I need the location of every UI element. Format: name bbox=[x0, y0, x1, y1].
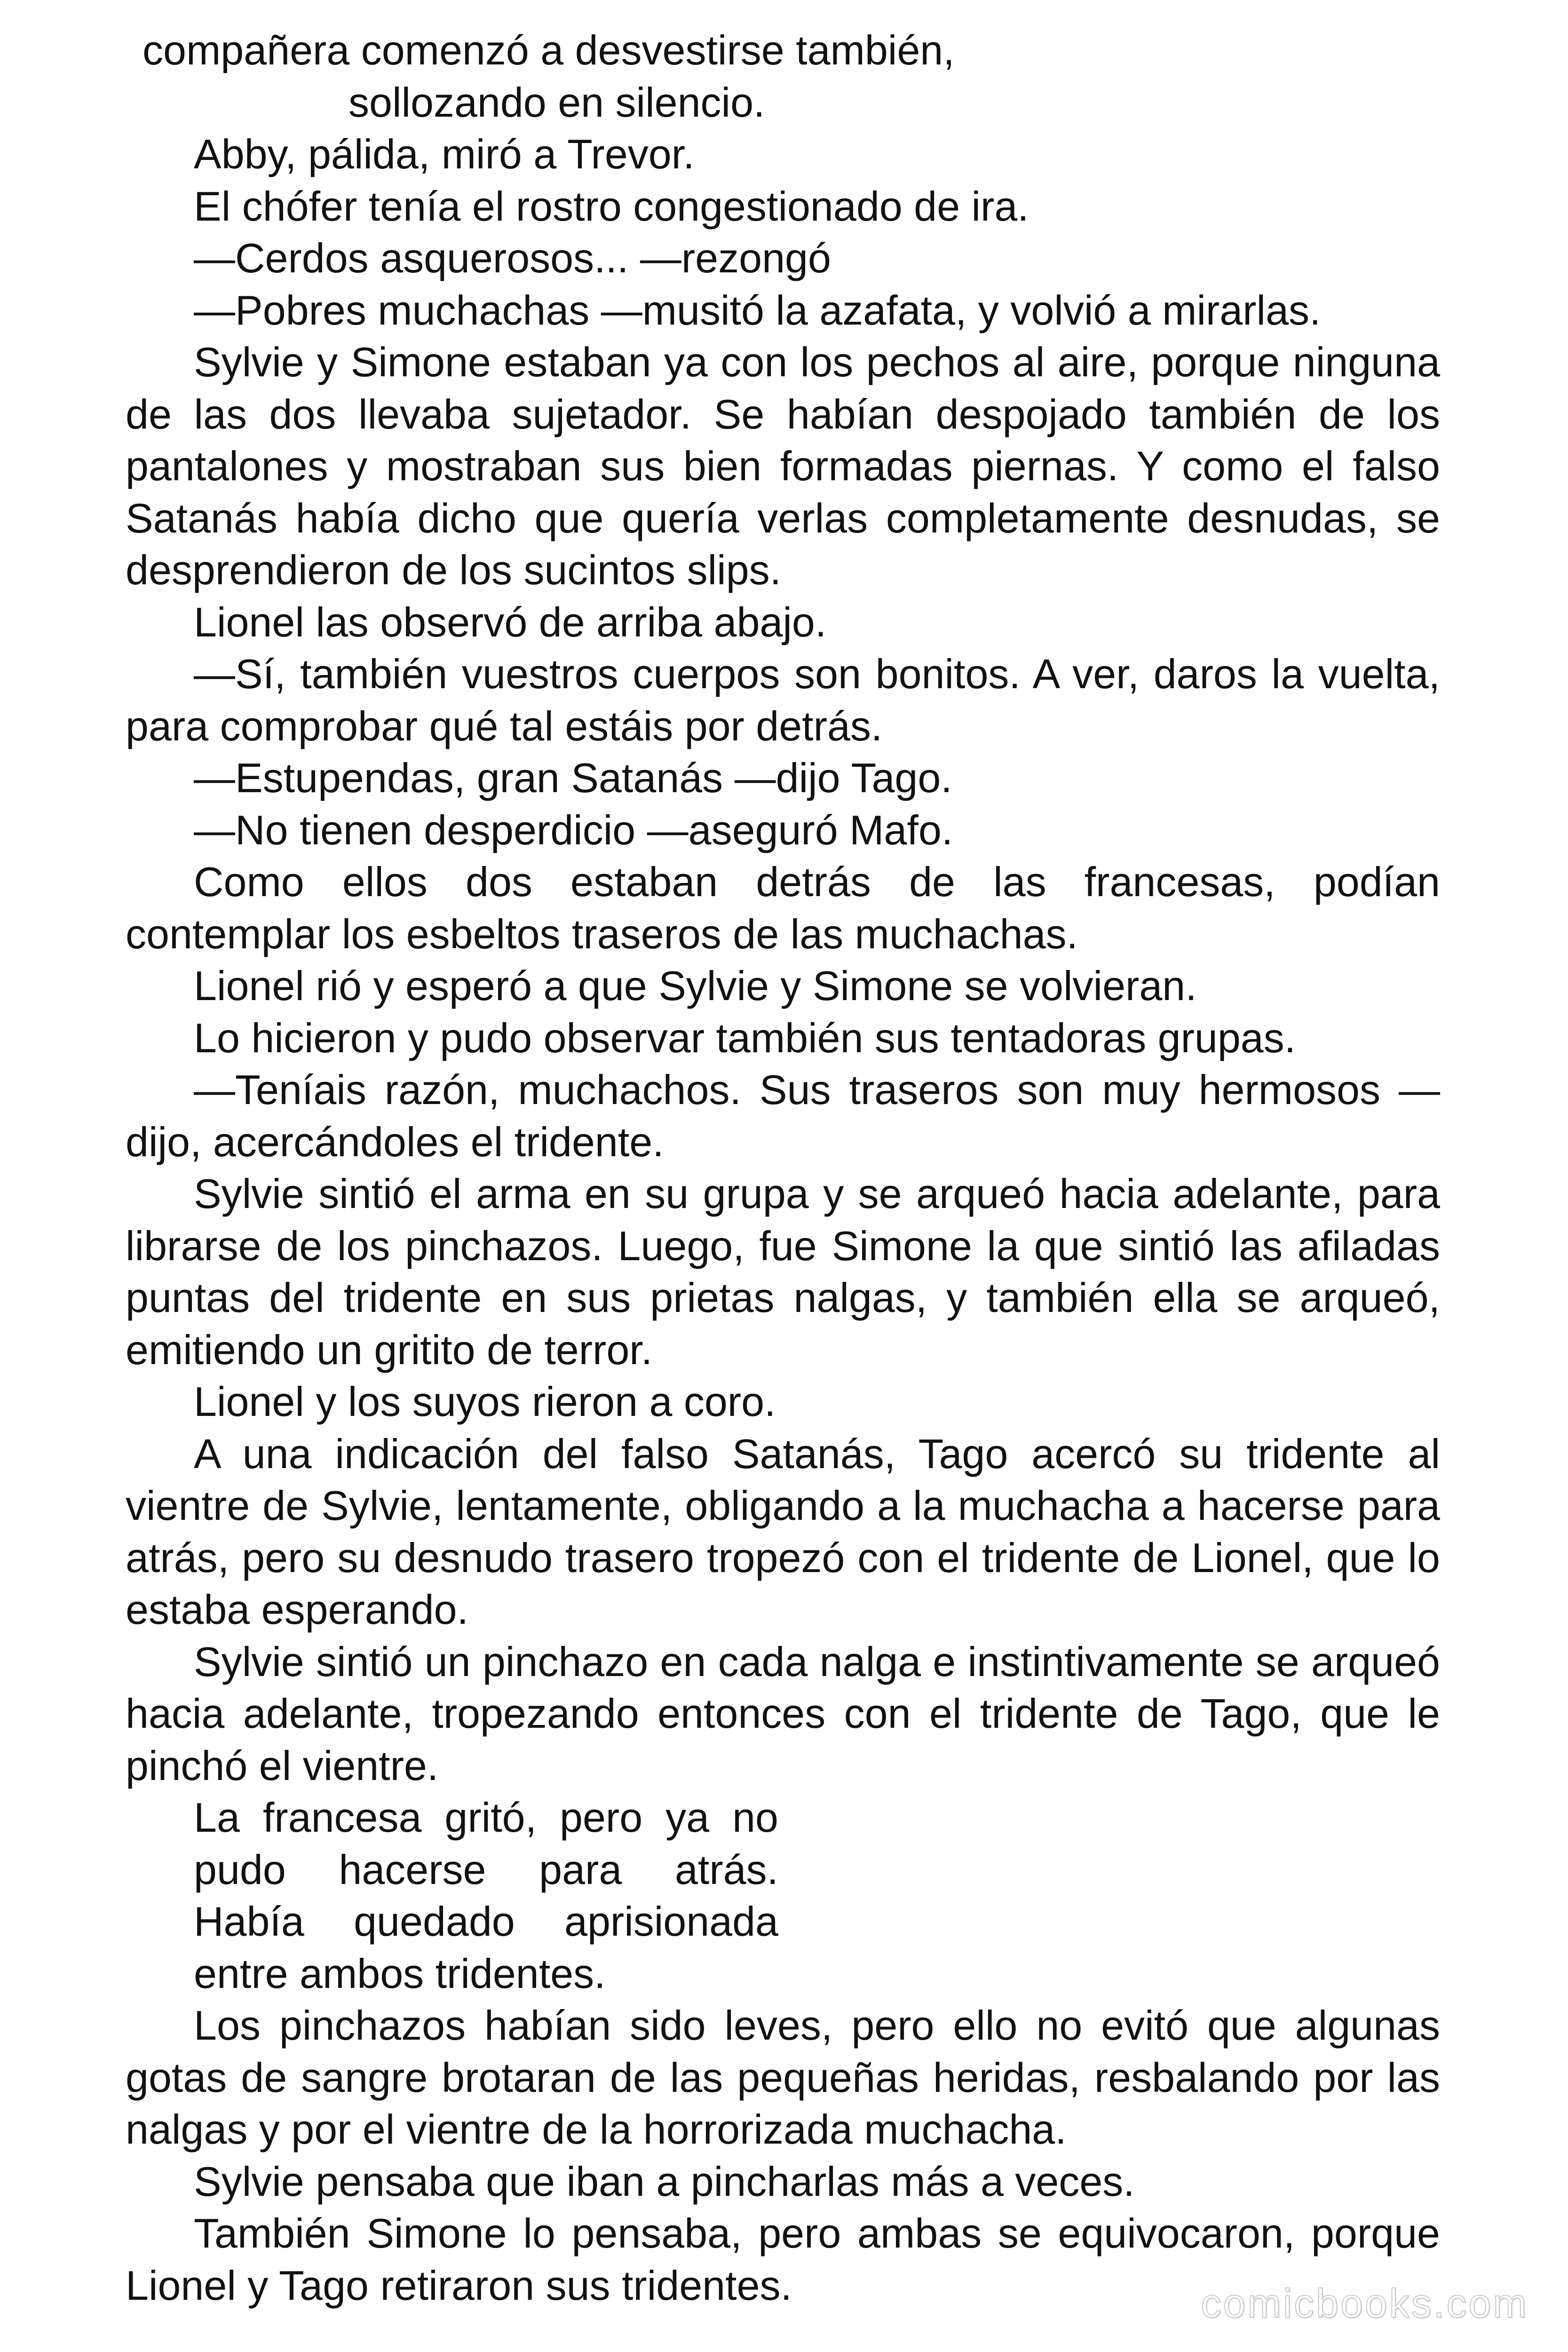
watermark-logo: comicbooks.com bbox=[1201, 2280, 1528, 2326]
paragraph: Sylvie sintió un pinchazo en cada nalga e instintivamente se arqueó hacia adelante, tropezando entonces con el tridente de Tago, que le pinchó el vientre. bbox=[126, 1638, 1440, 1789]
paragraph: Abby, pálida, miró a Trevor. bbox=[194, 131, 695, 177]
paragraph: —Teníais razón, muchachos. Sus traseros son muy hermosos —dijo, acercándoles el tridente. bbox=[126, 1066, 1440, 1165]
narrow-line: entre ambos tridentes. bbox=[194, 1950, 606, 1997]
paragraph: Lionel rió y esperó a que Sylvie y Simone se volvieran. bbox=[194, 962, 1197, 1009]
paragraph: —Sí, también vuestros cuerpos son bonitos. A ver, daros la vuelta, para comprobar qué tal estáis por detrás. bbox=[126, 651, 1440, 749]
narrow-line: pudo hacerse para atrás. bbox=[194, 1846, 778, 1893]
opening-line-2: sollozando en silencio. bbox=[348, 79, 765, 126]
paragraph: Lionel y los suyos rieron a coro. bbox=[194, 1378, 776, 1425]
paragraph: Sylvie sintió el arma en su grupa y se arqueó hacia adelante, para librarse de los pinchazos. Luego, fue Simone la que sintió las afiladas puntas del tridente en sus prietas nalgas, y también ella se arqueó, emitiendo un gritito de terror. bbox=[126, 1170, 1440, 1373]
paragraph: El chófer tenía el rostro congestionado de ira. bbox=[194, 183, 1029, 230]
narrow-paragraph bbox=[126, 1792, 778, 2000]
paragraph: Lo hicieron y pudo observar también sus tentadoras grupas. bbox=[194, 1014, 1296, 1061]
paragraph: —Estupendas, gran Satanás —dijo Tago. bbox=[194, 755, 952, 801]
paragraph: —Cerdos asquerosos... —rezongó bbox=[194, 235, 831, 281]
paragraph: Sylvie pensaba que iban a pincharlas más a veces. bbox=[194, 2158, 1135, 2205]
opening-line-1: compañera comenzó a desvestirse también, bbox=[143, 27, 955, 73]
paragraph: Como ellos dos estaban detrás de las francesas, podían contemplar los esbeltos traseros de las muchachas. bbox=[126, 858, 1440, 957]
paragraph: Los pinchazos habían sido leves, pero ello no evitó que algunas gotas de sangre brotaran de las pequeñas heridas, resbalando por las nalgas y por el vientre de la horrorizada muchacha. bbox=[126, 2002, 1440, 2153]
paragraph: Sylvie y Simone estaban ya con los pechos al aire, porque ninguna de las dos llevaba sujetador. Se habían despojado también de los pantalones y mostraban sus bien formadas piernas. Y como el falso Satanás había dicho que quería verlas completamente desnudas, se desprendieron de los sucintos slips. bbox=[126, 339, 1440, 593]
paragraph: Lionel las observó de arriba abajo. bbox=[194, 598, 827, 645]
paragraph: —No tienen desperdicio —aseguró Mafo. bbox=[194, 806, 953, 853]
paragraph: —Pobres muchachas —musitó la azafata, y volvió a mirarlas. bbox=[194, 286, 1321, 334]
narrow-line: Había quedado aprisionada bbox=[194, 1898, 778, 1945]
paragraph: También Simone lo pensaba, pero ambas se equivocaron, porque Lionel y Tago retiraron sus tridentes. bbox=[126, 2210, 1440, 2309]
paragraph: A una indicación del falso Satanás, Tago acercó su tridente al vientre de Sylvie, lentamente, obligando a la muchacha a hacerse para atrás, pero su desnudo trasero tropezó con el tridente de Lionel, que lo estaba esperando. bbox=[126, 1430, 1440, 1633]
page-text bbox=[126, 24, 1440, 2312]
narrow-line: La francesa gritó, pero ya no bbox=[194, 1794, 778, 1841]
